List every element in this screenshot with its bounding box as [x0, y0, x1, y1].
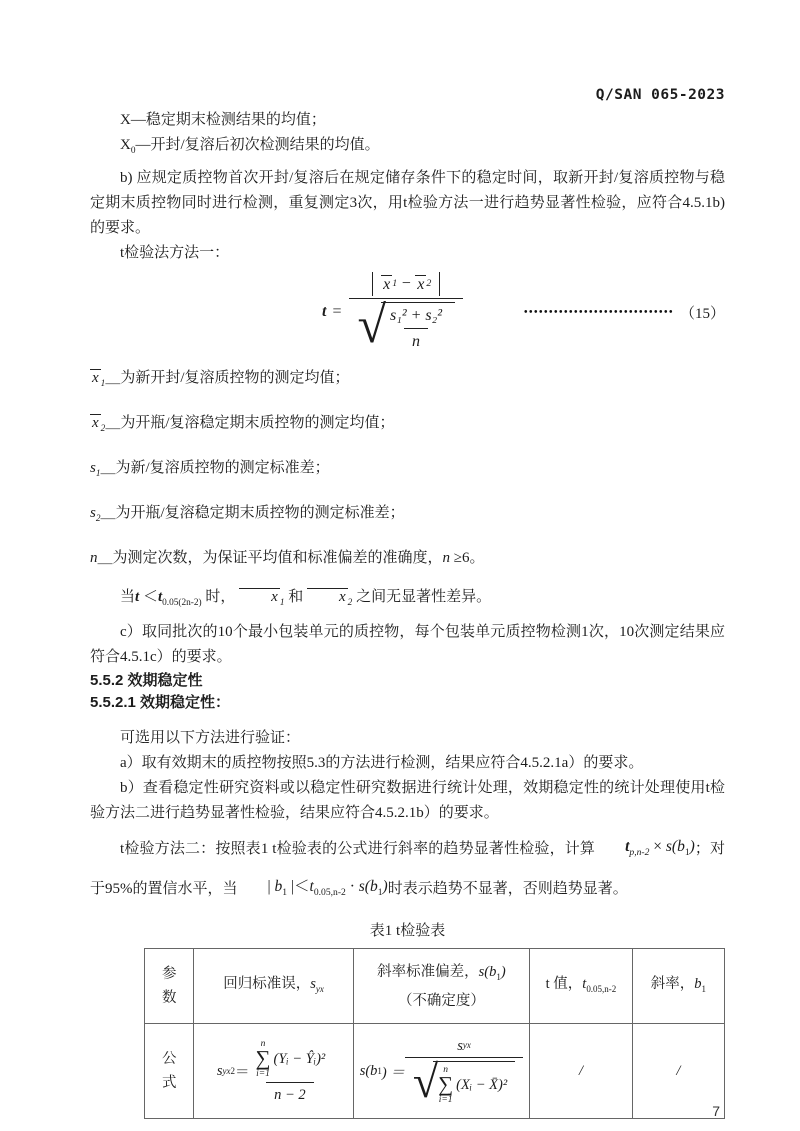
definition-x1: x $_1$＿为新开封/复溶质控物的测定均值； [92, 370, 350, 389]
radical-symbol: √ [357, 297, 387, 354]
para-c: c）取同批次的10个最小包装单元的质控物，每个包装单元质控物检测1次，10次测定结果应符合4.5.1c）的要求。 [90, 624, 725, 665]
table-formula-row [145, 1024, 725, 1119]
cell-t-value-slash: / [530, 1024, 633, 1119]
definition-x2: x $_2$＿为开瓶/复溶稳定期末质控物的测定均值； [92, 415, 395, 434]
section-heading-5521: 5.5.2.1 效期稳定性： [90, 694, 231, 711]
page-number: 7 [712, 1103, 720, 1119]
def-x0-line: $X_0—$开封/复溶后初次检测结果的均值。 [120, 137, 380, 156]
cell-formula-label: 公式 [145, 1024, 194, 1119]
equation-number: （15） [679, 305, 725, 322]
table-header-row [145, 949, 725, 1024]
definition-n: n＿为测定次数，为保证平均值和标准偏差的准确度，n ≥6。 [90, 550, 485, 566]
eq15-denominator: √ $\frac{\text{s₁² + s₂²}}{n}$ [349, 298, 463, 352]
radical-symbol: √ [412, 1055, 439, 1107]
eq15-numerator: x 1 − x 2 [372, 272, 440, 296]
eq15-fraction [349, 272, 463, 352]
item-a: a）取有效期末的质控物按照5.3的方法进行检测，结果应符合4.5.2.1a）的要求。 [120, 755, 644, 771]
header-cell-parameter: 参数 [145, 949, 194, 1024]
def-x-line: X—稳定期末检测结果的均值； [120, 112, 326, 128]
header-cell-t-value: t 值，$t_{0.05,n-2}$ [530, 949, 633, 1024]
t-test-table [144, 948, 725, 1119]
eq15-lhs: t [322, 303, 327, 320]
item-b: b）查看稳定性研究资料或以稳定性研究数据进行统计处理，效期稳定性的统计处理使用t检验方法二进行趋势显著性检验，结果应符合4.5.2.1b）的要求。 [90, 780, 725, 821]
header-cell-slope: 斜率，$b_1$ [632, 949, 724, 1024]
equation-15-body [322, 272, 463, 352]
header-cell-slope-sd: 斜率标准偏差，$s(b_1)$ （不确定度） [353, 949, 530, 1024]
header-cell-regression-se: 回归标准误，$s_{yx}$ [194, 949, 353, 1024]
section-heading-552: 5.5.2 效期稳定性 [90, 672, 203, 689]
cell-sb1-formula: s(b 1 ) ＝ s yx √ n ∑ i=1 (Xᵢ − X̄)² [353, 1024, 530, 1119]
t-method1-label: t检验法方法一： [120, 245, 230, 261]
cell-slope-slash: / [632, 1024, 724, 1119]
definition-s1: $s_1\_$为新/复溶质控物的测定标准差； [90, 460, 330, 479]
verify-intro: 可选用以下方法进行验证： [120, 730, 301, 746]
equation-leader-dots: •••••••••••••••••••••••••••••• [523, 306, 674, 318]
doc-number: Q/SAN 065-2023 [595, 87, 725, 103]
table-title: 表1 t检验表 [369, 923, 446, 940]
para-t-method2: t检验方法二：按照表1 t检验表的公式进行斜率的趋势显著性检验，计算 $t_{p,n-2} \times s(b_1)$；对于95%的置信水平，当 | $b_1$ $|<t_{0.05,n-2} \cdot s(b_1)$时表示趋势不显著，否则趋势显著。 [90, 838, 725, 899]
significance-note: 当$t <t_{0.05(2n-2)}$ 时， x $_1$ 和 x $_2$ 之间无显著性差异。 [120, 589, 492, 608]
para-b: b) 应规定质控物首次开封/复溶后在规定储存条件下的稳定时间，取新开封/复溶质控物与稳定期末质控物同时进行检测，重复测定3次，用t检验方法一进行趋势显著性检验，应符合4.5.1b)的要求。 [90, 170, 725, 236]
equation-15 [90, 272, 725, 352]
definition-s2: $s_2\_$为开瓶/复溶稳定期末质控物的测定标准差； [90, 505, 405, 524]
cell-syx-formula: s yx 2 ＝ n ∑ i=1 (Yᵢ − Ŷᵢ)² n − 2 [194, 1024, 353, 1119]
eq15-equals: = [332, 303, 342, 320]
